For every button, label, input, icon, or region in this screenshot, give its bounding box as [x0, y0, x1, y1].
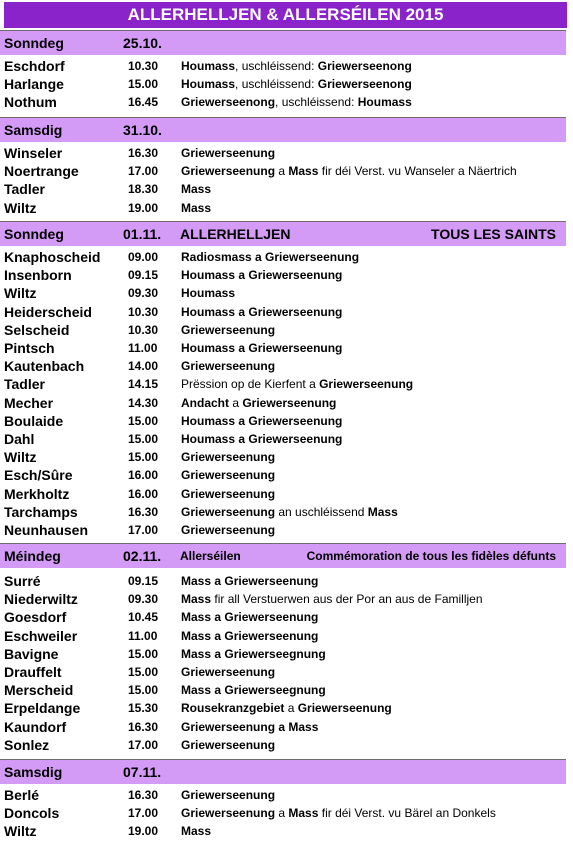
service-description: [181, 608, 318, 626]
service-description: [181, 804, 496, 822]
service-time: 09.00: [128, 250, 159, 264]
schedule-row: [0, 75, 566, 93]
service-description: [181, 466, 275, 484]
place-name: Boulaide: [4, 412, 64, 429]
service-description: [181, 303, 342, 321]
service-time: 15.00: [128, 413, 159, 428]
schedule-row: [0, 412, 566, 430]
place-name: Sonlez: [4, 736, 50, 753]
description-part: Griewerseenung: [181, 665, 276, 679]
description-part: Mass: [181, 182, 212, 197]
schedule-row: [0, 663, 566, 681]
description-part: Griewerseenung: [181, 450, 276, 465]
service-time: 10.30: [128, 59, 159, 73]
schedule-row: [0, 718, 566, 736]
description-part: Griewerseenung: [242, 395, 337, 410]
description-part: Griewerseenong: [181, 95, 276, 110]
description-part: Griewerseenung: [297, 701, 392, 716]
description-part: , uschléissend:: [235, 59, 318, 73]
place-name: Surré: [4, 573, 41, 589]
description-part: Mass a Griewerseegnung: [181, 646, 326, 661]
schedule-row: [0, 266, 566, 284]
service-description: [181, 394, 336, 412]
service-description: [181, 180, 211, 198]
day-date: 25.10.: [123, 35, 162, 51]
schedule-row: [0, 485, 566, 503]
service-description: [181, 162, 517, 180]
place-name: Selscheid: [4, 321, 70, 338]
place-name: Winseler: [4, 145, 63, 161]
description-part: Houmass a Griewerseenung: [181, 413, 343, 428]
service-time: 16.30: [128, 504, 159, 519]
schedule-row: [0, 180, 566, 198]
description-part: Houmass: [181, 59, 236, 73]
service-description: [181, 248, 359, 266]
schedule-row: [0, 503, 566, 521]
place-name: Doncols: [4, 805, 60, 822]
schedule-row: [0, 608, 566, 626]
description-part: fir all Verstuerwen aus der Por an aus de Familljen: [211, 592, 483, 607]
day-header: [0, 30, 566, 55]
description-part: Griewerseenung: [181, 468, 276, 483]
description-part: Houmass: [181, 77, 236, 92]
day-date: 01.11.: [123, 226, 162, 242]
service-description: [181, 645, 326, 663]
place-name: Goesdorf: [4, 609, 67, 626]
service-time: 15.00: [128, 432, 159, 446]
service-description: [181, 339, 342, 357]
service-description: [181, 822, 211, 840]
service-description: [181, 718, 318, 736]
service-time: 16.30: [128, 146, 159, 160]
description-part: , uschléissend:: [275, 95, 358, 110]
description-part: Mass a Griewerseenung: [181, 628, 319, 643]
place-name: Pintsch: [4, 340, 55, 356]
service-description: [181, 375, 413, 393]
description-part: Griewerseenung: [181, 359, 276, 374]
day-name: Sonndeg: [4, 35, 64, 51]
description-part: Mass: [181, 824, 212, 839]
description-part: a: [275, 164, 289, 179]
schedule-row: [0, 375, 566, 393]
place-name: Berlé: [4, 787, 40, 803]
description-part: Griewerseenung: [181, 322, 276, 337]
description-part: Mass: [181, 200, 212, 215]
service-time: 10.30: [128, 304, 159, 319]
service-description: [181, 786, 275, 804]
description-part: Griewerseenung: [181, 788, 276, 802]
description-part: , uschléissend:: [235, 77, 318, 92]
schedule-row: [0, 430, 566, 448]
service-description: [181, 266, 342, 284]
place-name: Eschdorf: [4, 58, 65, 74]
description-part: a: [284, 701, 298, 716]
service-time: 11.00: [128, 341, 158, 355]
service-time: 09.15: [128, 574, 159, 588]
schedule-row: [0, 284, 566, 302]
schedule-row: [0, 248, 566, 266]
description-part: Griewerseenung a Mass: [181, 719, 319, 734]
service-time: 18.30: [128, 182, 159, 197]
description-part: Radiosmass a Griewerseenung: [181, 250, 360, 264]
schedule-row: [0, 466, 566, 484]
schedule-row: [0, 736, 566, 754]
feast-name: ALLERHELLJEN: [180, 226, 291, 242]
place-name: Wiltz: [4, 285, 37, 302]
schedule-row: [0, 339, 566, 357]
place-name: Kaundorf: [4, 718, 67, 735]
schedule-row: [0, 357, 566, 375]
description-part: Mass: [288, 806, 319, 821]
description-part: Griewerseenung: [181, 806, 276, 821]
service-description: [181, 503, 398, 521]
day-date: 02.11.: [123, 548, 162, 564]
description-part: Griewerseenung: [181, 164, 276, 179]
service-time: 17.00: [128, 164, 159, 179]
place-name: Niederwiltz: [4, 591, 78, 608]
service-time: 16.00: [128, 468, 159, 483]
day-name: Samsdig: [4, 122, 63, 138]
place-name: Tadler: [4, 376, 45, 393]
service-description: [181, 357, 275, 375]
service-description: [181, 284, 235, 302]
schedule-row: [0, 804, 566, 822]
service-description: [181, 57, 412, 75]
day-name: Sonndeg: [4, 226, 64, 242]
service-time: 14.30: [128, 395, 159, 410]
service-description: [181, 430, 342, 448]
description-part: a: [229, 395, 243, 410]
description-part: Mass a Griewerseenung: [181, 574, 319, 588]
description-part: fir déi Verst. vu Bärel an Donkels: [318, 806, 496, 821]
service-description: [181, 627, 318, 645]
service-time: 15.00: [128, 646, 159, 661]
schedule-row: [0, 394, 566, 412]
description-part: Houmass: [181, 286, 236, 301]
schedule-row: [0, 521, 566, 539]
schedule-row: [0, 321, 566, 339]
description-part: Mass: [367, 504, 398, 519]
description-part: Griewerseenung: [181, 486, 276, 501]
place-name: Wiltz: [4, 449, 37, 466]
description-part: Mass: [288, 164, 319, 179]
service-time: 17.00: [128, 523, 159, 537]
service-description: [181, 485, 275, 503]
place-name: Dahl: [4, 431, 35, 447]
place-name: Erpeldange: [4, 700, 81, 717]
service-description: [181, 590, 483, 608]
place-name: Insenborn: [4, 267, 72, 284]
description-part: Houmass a Griewerseenung: [181, 268, 343, 283]
feast-name-fr: TOUS LES SAINTS: [431, 226, 556, 242]
service-description: [181, 699, 392, 717]
service-description: [181, 144, 275, 162]
service-description: [181, 521, 275, 539]
place-name: Eschweiler: [4, 627, 78, 644]
day-date: 07.11.: [123, 764, 162, 780]
service-time: 11.00: [128, 628, 158, 643]
description-part: Griewerseenung: [319, 377, 414, 392]
service-time: 15.30: [128, 701, 159, 716]
schedule-row: [0, 448, 566, 466]
description-part: Prëssion op de Kierfent a: [181, 377, 320, 392]
day-header: [0, 221, 566, 246]
place-name: Wiltz: [4, 199, 37, 216]
service-description: [181, 448, 275, 466]
service-time: 16.45: [128, 95, 159, 110]
place-name: Bavigne: [4, 645, 59, 662]
description-part: Andacht: [181, 395, 229, 410]
schedule-row: [0, 681, 566, 699]
schedule-row: [0, 699, 566, 717]
place-name: Knaphoscheid: [4, 249, 101, 265]
service-time: 09.15: [128, 268, 159, 283]
place-name: Merkholtz: [4, 485, 70, 502]
place-name: Noertrange: [4, 163, 79, 180]
place-name: Tarchamps: [4, 503, 78, 520]
schedule-row: [0, 162, 566, 180]
schedule-row: [0, 786, 566, 804]
place-name: Drauffelt: [4, 664, 62, 680]
service-time: 16.30: [128, 788, 159, 802]
service-time: 19.00: [128, 824, 159, 839]
place-name: Nothum: [4, 94, 57, 111]
description-part: fir déi Verst. vu Wanseler a Näertrich: [318, 164, 517, 179]
service-time: 15.00: [128, 450, 159, 465]
day-header: [0, 759, 566, 784]
service-time: 10.45: [128, 610, 159, 625]
service-time: 15.00: [128, 665, 159, 679]
schedule-row: [0, 822, 566, 840]
service-time: 17.00: [128, 737, 159, 752]
feast-name-fr: Commémoration de tous les fidèles défunts: [306, 549, 556, 563]
day-header: [0, 117, 566, 142]
service-time: 15.00: [128, 683, 159, 698]
service-description: [181, 736, 275, 754]
place-name: Mecher: [4, 394, 54, 411]
service-time: 19.00: [128, 200, 159, 215]
service-time: 16.00: [128, 486, 159, 501]
service-time: 09.30: [128, 592, 159, 607]
schedule-row: [0, 144, 566, 162]
service-time: 14.00: [128, 359, 159, 374]
service-description: [181, 663, 275, 681]
service-description: [181, 412, 342, 430]
place-name: Heiderscheid: [4, 303, 92, 320]
place-name: Harlange: [4, 76, 64, 93]
feast-name: Allerséilen: [180, 549, 241, 563]
schedule-row: [0, 645, 566, 663]
schedule-row: [0, 627, 566, 645]
description-part: Griewerseenung: [181, 146, 276, 160]
place-name: Tadler: [4, 181, 45, 198]
service-description: [181, 199, 211, 217]
place-name: Kautenbach: [4, 358, 85, 375]
day-name: Samsdig: [4, 764, 63, 780]
description-part: Griewerseenong: [317, 77, 412, 92]
day-name: Méindeg: [4, 548, 61, 564]
schedule-row: [0, 93, 566, 111]
place-name: Esch/Sûre: [4, 467, 73, 484]
description-part: Houmass a Griewerseenung: [181, 341, 343, 355]
description-part: Houmass: [357, 95, 412, 110]
service-description: [181, 93, 412, 111]
description-part: Rousekranzgebiet: [181, 701, 285, 716]
description-part: Griewerseenong: [317, 59, 412, 73]
description-part: Mass a Griewerseenung: [181, 610, 319, 625]
day-header: [0, 543, 566, 568]
description-part: Griewerseenung: [181, 504, 276, 519]
description-part: an uschléissend: [275, 504, 368, 519]
page-title: ALLERHELLJEN & ALLERSÉILEN 2015: [4, 2, 567, 28]
place-name: Merscheid: [4, 682, 74, 699]
schedule-row: [0, 590, 566, 608]
description-part: Griewerseenung: [181, 523, 276, 537]
schedule-row: [0, 303, 566, 321]
service-time: 17.00: [128, 806, 159, 821]
description-part: Mass a Griewerseegnung: [181, 683, 326, 698]
description-part: a: [275, 806, 289, 821]
service-description: [181, 681, 326, 699]
place-name: Wiltz: [4, 823, 37, 840]
service-time: 10.30: [128, 322, 159, 337]
description-part: Houmass a Griewerseenung: [181, 432, 343, 446]
service-description: [181, 321, 275, 339]
service-time: 16.30: [128, 719, 159, 734]
service-time: 14.15: [128, 377, 159, 392]
day-date: 31.10.: [123, 122, 162, 138]
service-time: 15.00: [128, 77, 159, 92]
place-name: Neunhausen: [4, 522, 89, 538]
service-description: [181, 572, 318, 590]
description-part: Griewerseenung: [181, 737, 276, 752]
schedule-row: [0, 572, 566, 590]
service-time: 09.30: [128, 286, 159, 301]
description-part: Houmass a Griewerseenung: [181, 304, 343, 319]
description-part: Mass: [181, 592, 212, 607]
schedule-row: [0, 199, 566, 217]
service-description: [181, 75, 412, 93]
schedule-row: [0, 57, 566, 75]
